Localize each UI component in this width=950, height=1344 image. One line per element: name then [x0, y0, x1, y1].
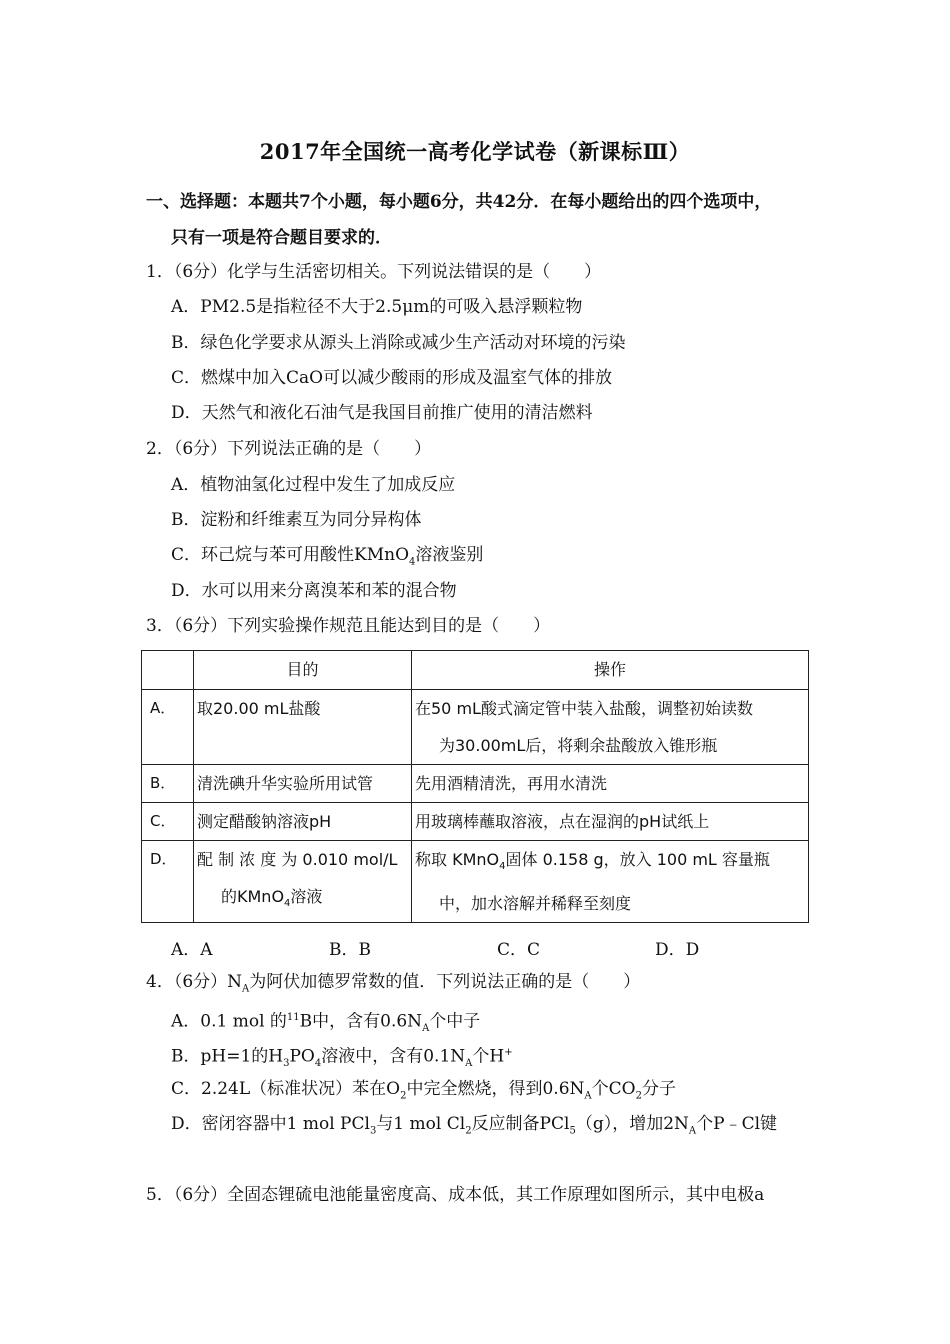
- question-5-stem: 5．（6分）全固态锂硫电池能量密度高、成本低，其工作原理如图所示，其中电极a: [146, 1185, 765, 1205]
- table-header-purpose: 目的: [194, 651, 412, 690]
- question-4-option-b: B．pH=1的$H_3PO_4$溶液中，含有$0.1N_A$个H+: [171, 1046, 513, 1070]
- question-1-stem: 1．（6分）化学与生活密切相关。下列说法错误的是（ ）: [146, 262, 602, 282]
- row-operation: 称取 KMnO$_4$固体 0.158 g，放入 100 mL 容量瓶 中，加水溶解并稀释至刻度: [412, 841, 809, 923]
- question-3-choice-a: A．A: [171, 940, 213, 960]
- row-label: A．: [142, 690, 194, 765]
- question-2-option-d: D．水可以用来分离溴苯和苯的混合物: [171, 581, 457, 601]
- question-3-choice-d: D．D: [655, 940, 700, 960]
- question-1-option-b: B．绿色化学要求从源头上消除或减少生产活动对环境的污染: [171, 333, 626, 353]
- question-4-option-d: D．密闭容器中1 mol PCl$_3$与1 mol $Cl_2$反应制备PCl$_5$（g），增加$2N_A$个P﹣Cl键: [171, 1114, 778, 1137]
- question-1-option-d: D．天然气和液化石油气是我国目前推广使用的清洁燃料: [171, 403, 593, 423]
- question-4-stem: 4．（6分）$N_A$为阿伏加德罗常数的值．下列说法正确的是（ ）: [146, 972, 641, 995]
- table-row: [142, 803, 809, 841]
- table-row: [142, 765, 809, 803]
- table-row: [142, 690, 809, 765]
- row-operation: 先用酒精清洗，再用水清洗: [412, 765, 809, 803]
- question-1-option-a: A．PM2.5是指粒径不大于2.5μm的可吸入悬浮颗粒物: [171, 297, 583, 317]
- row-purpose: 配 制 浓 度 为 0.010 mol/L 的KMnO$_4$溶液: [194, 841, 412, 923]
- row-purpose: 取20.00 mL盐酸: [194, 690, 412, 765]
- table-row: [142, 841, 809, 923]
- question-1-option-c: C．燃煤中加入CaO可以减少酸雨的形成及温室气体的排放: [171, 368, 613, 388]
- question-2-option-a: A．植物油氢化过程中发生了加成反应: [171, 475, 456, 495]
- question-4-option-a: A．0.1 mol 的$^{11}$B中，含有$0.6N_A$个中子: [171, 1011, 481, 1035]
- question-2-stem: 2．（6分）下列说法正确的是（ ）: [146, 439, 432, 459]
- row-operation: 用玻璃棒蘸取溶液，点在湿润的pH试纸上: [412, 803, 809, 841]
- question-3-choice-b: B．B: [329, 940, 371, 960]
- section-heading: [146, 184, 826, 256]
- row-label: D．: [142, 841, 194, 923]
- page-title: 2017年全国统一高考化学试卷（新课标Ⅲ）: [259, 139, 691, 164]
- row-label: C．: [142, 803, 194, 841]
- question-3-choice-c: C．C: [497, 940, 541, 960]
- question-4-option-c: C．2.24L（标准状况）苯在$O_2$中完全燃烧，得到$0.6N_A$个$CO_2$分子: [171, 1079, 676, 1102]
- question-3-stem: 3．（6分）下列实验操作规范且能达到目的是（ ）: [146, 616, 551, 636]
- row-operation: 在50 mL酸式滴定管中装入盐酸，调整初始读数 为30.00mL后，将剩余盐酸放入锥形瓶: [412, 690, 809, 765]
- section-heading-line1: 一、选择题：本题共7个小题，每小题6分，共42分．在每小题给出的四个选项中，: [146, 192, 772, 212]
- section-heading-line2: 只有一项是符合题目要求的．: [171, 228, 392, 248]
- question-2-option-b: B．淀粉和纤维素互为同分异构体: [171, 510, 422, 530]
- row-purpose: 测定醋酸钠溶液pH: [194, 803, 412, 841]
- table-header-row: [142, 651, 809, 690]
- row-purpose: 清洗碘升华实验所用试管: [194, 765, 412, 803]
- question-2-option-c: C．环己烷与苯可用酸性KMnO$_4$溶液鉴别: [171, 545, 484, 568]
- table-header-operation: 操作: [412, 651, 809, 690]
- row-label: B．: [142, 765, 194, 803]
- question-3-table: [141, 650, 809, 923]
